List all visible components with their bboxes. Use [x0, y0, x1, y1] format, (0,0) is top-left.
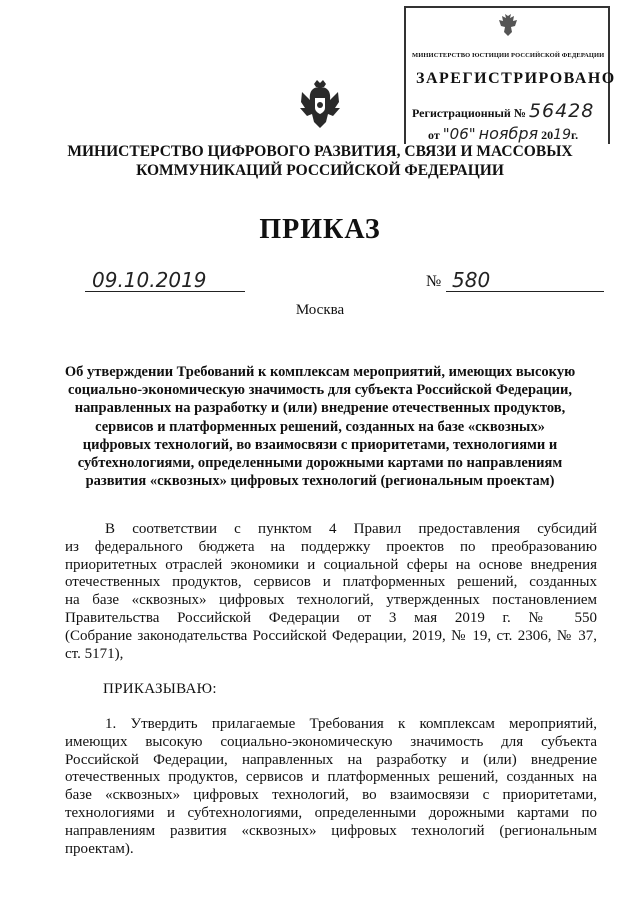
eagle-emblem-icon [496, 12, 520, 40]
preamble-line: отечественных продуктов, сервисов и платформенных решений, созданных [65, 574, 597, 591]
preamble-line: приоритетных отраслей экономики и социальной сферы на основе внедрения [65, 556, 597, 573]
number-underline [446, 291, 604, 292]
item-1-line: отечественных продуктов, сервисов и платформенных решений, созданных на [65, 769, 597, 786]
subject-line: Об утверждении Требований к комплексам мероприятий, имеющих высокую [64, 364, 576, 380]
stamp-date-year-prefix: 20 [541, 128, 554, 142]
preamble-line: (Собрание законодательства Российской Федерации, 2019, № 19, ст. 2306, № 37, [65, 627, 597, 644]
order-number: 580 [452, 268, 491, 292]
stamp-date-year: 19 [553, 127, 571, 143]
stamp-date-month: ноября [478, 124, 539, 143]
stamp-date-prefix: от [428, 128, 440, 142]
preamble-line: В соответствии с пунктом 4 Правил предоставления субсидий [105, 521, 597, 537]
subject-line: субтехнологиями, определенными дорожными картами по направлениям [77, 455, 563, 472]
stamp-ministry: МИНИСТЕРСТВО ЮСТИЦИИ РОССИЙСКОЙ ФЕДЕРАЦИИ [412, 52, 605, 59]
coat-of-arms-icon [298, 78, 342, 130]
document-type-title: ПРИКАЗ [259, 214, 381, 245]
stamp-date-day: "06" [442, 125, 476, 143]
order-date: 09.10.2019 [92, 268, 207, 292]
item-1-paragraph [65, 716, 597, 858]
order-subject [50, 363, 590, 490]
registration-stamp [404, 6, 616, 144]
subject-line: развития «сквозных» цифровых технологий (региональным проектам) [85, 473, 555, 490]
preamble-paragraph [65, 521, 597, 663]
ministry-name-line-1: МИНИСТЕРСТВО ЦИФРОВОГО РАЗВИТИЯ, СВЯЗИ И МАССОВЫХ [67, 143, 573, 160]
stamp-reg-number: 56428 [528, 100, 595, 122]
preamble-line: из федерального бюджета на поддержку проектов по преобразованию [65, 538, 597, 555]
subject-line: цифровых технологий, во взаимосвязи с приоритетами, технологиями и [82, 436, 558, 453]
stamp-date-line [428, 124, 578, 143]
ministry-name-line-2: КОММУНИКАЦИЙ РОССИЙСКОЙ ФЕДЕРАЦИИ [136, 162, 504, 179]
number-sign: № [426, 273, 442, 290]
item-1-line: базе «сквозных» цифровых технологий, во взаимосвязи с приоритетами, [65, 787, 597, 804]
preamble-line: ст. 5171), [65, 645, 124, 662]
stamp-reg-label: Регистрационный № [412, 106, 526, 120]
item-1-line: технологиями и субтехнологиями, определенными дорожными картами по [65, 804, 597, 821]
order-word: ПРИКАЗЫВАЮ: [103, 681, 217, 697]
stamp-registered: ЗАРЕГИСТРИРОВАНО [416, 70, 616, 87]
item-1-line: имеющих высокую социально-экономическую значимость для субъекта [65, 733, 597, 750]
item-1-line: проектам). [65, 840, 134, 857]
stamp-date-suffix: г. [571, 128, 579, 142]
city: Москва [295, 302, 345, 318]
subject-line: направленных на разработку и (или) внедрение отечественных продуктов, [74, 400, 566, 417]
item-1-line: 1. Утвердить прилагаемые Требования к комплексам мероприятий, [105, 716, 597, 732]
preamble-line: Правительства Российской Федерации от 3 мая 2019 г. № 550 [65, 609, 597, 626]
subject-line: сервисов и платформенных решений, созданных на базе «сквозных» [95, 418, 545, 435]
item-1-line: направлениям развития «сквозных» цифровых технологий (региональным [65, 822, 597, 839]
date-underline [85, 291, 245, 292]
subject-line: социально-экономическую значимость для субъекта Российской Федерации, [68, 382, 572, 399]
preamble-line: на базе «сквозных» цифровых технологий, утвержденных постановлением [65, 592, 597, 609]
stamp-reg-number-line [412, 100, 594, 122]
item-1-line: Российской Федерации, направленных на разработку и (или) внедрение [65, 751, 597, 768]
